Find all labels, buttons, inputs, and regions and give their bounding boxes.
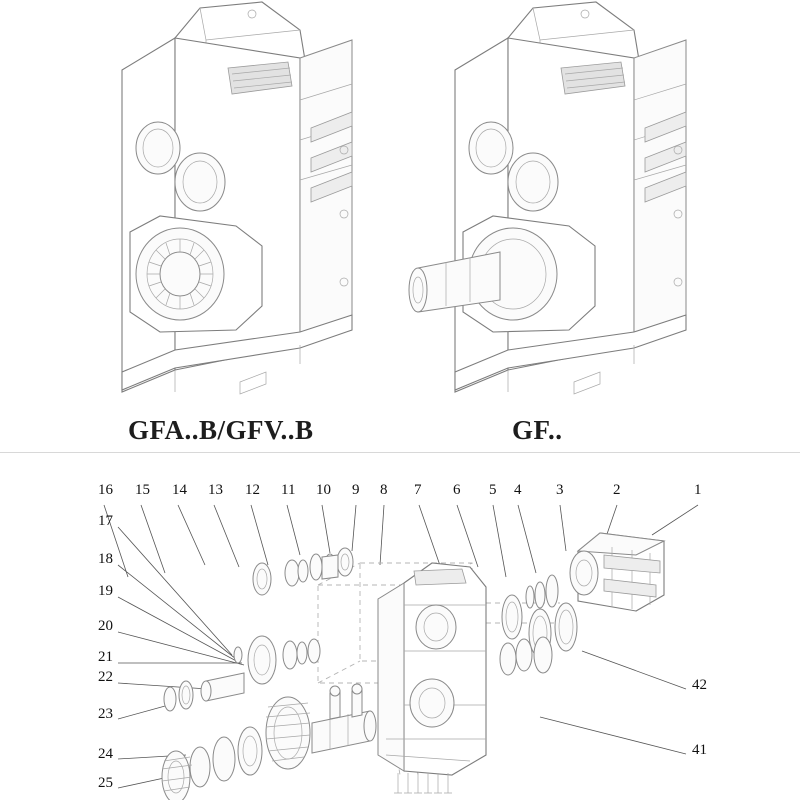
callout-13: 13 (208, 482, 223, 498)
callout-6: 6 (453, 482, 461, 498)
figure-right-drawing (409, 2, 686, 394)
callout-5: 5 (489, 482, 497, 498)
callout-7: 7 (414, 482, 422, 498)
callout-1: 1 (694, 482, 702, 498)
figure-left-drawing (122, 2, 352, 394)
callout-14: 14 (172, 482, 187, 498)
leader-lines-right (540, 651, 686, 754)
housing-part (378, 563, 486, 775)
section-divider (0, 452, 800, 453)
callout-4: 4 (514, 482, 522, 498)
callout-3: 3 (556, 482, 564, 498)
callout-2: 2 (613, 482, 621, 498)
callout-16: 16 (98, 482, 113, 498)
callout-11: 11 (281, 482, 296, 498)
caption-left: GFA..B/GFV..B (128, 415, 314, 445)
callout-22: 22 (98, 669, 113, 685)
callout-8: 8 (380, 482, 388, 498)
callout-20: 20 (98, 618, 113, 634)
screws-group (394, 773, 452, 793)
callout-9: 9 (352, 482, 360, 498)
motor-adapter-part (500, 533, 664, 675)
callout-19: 19 (98, 583, 113, 599)
callout-21: 21 (98, 649, 113, 665)
callout-24: 24 (98, 746, 113, 762)
callout-25: 25 (98, 775, 113, 791)
callout-17: 17 (98, 513, 113, 529)
exploded-view-svg (0, 455, 800, 800)
callout-15: 15 (135, 482, 150, 498)
callout-10: 10 (316, 482, 331, 498)
callout-41: 41 (692, 742, 707, 758)
callout-42: 42 (692, 677, 707, 693)
exploded-view (0, 455, 800, 800)
callout-23: 23 (98, 706, 113, 722)
callout-12: 12 (245, 482, 260, 498)
gear-assembly-lower (162, 684, 376, 800)
caption-right: GF.. (512, 415, 563, 445)
small-parts-row (253, 548, 353, 595)
callout-18: 18 (98, 551, 113, 567)
